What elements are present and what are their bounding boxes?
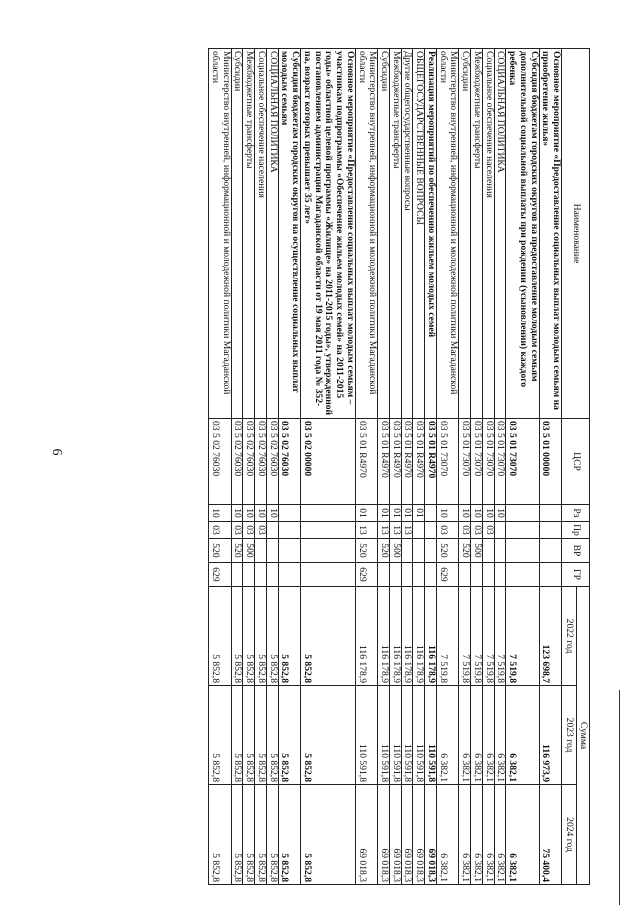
cell-pr: 03 xyxy=(243,522,255,539)
cell-gr xyxy=(231,563,243,587)
cell-pr xyxy=(413,522,425,539)
table-row xyxy=(301,49,356,885)
cell-2024: 5 852,8 xyxy=(209,785,231,885)
cell-pr: 13 xyxy=(355,522,377,539)
cell-2022: 7 519,8 xyxy=(436,587,458,686)
cell-vr xyxy=(301,539,356,563)
cell-name: Субсидия бюджетам городских округов на осуществление социальных выплат молодым семьям xyxy=(278,49,300,419)
table-row xyxy=(413,49,425,885)
cell-vr: 500 xyxy=(389,539,401,563)
cell-pr xyxy=(425,522,437,539)
cell-name: Основное мероприятие «Предоставление социальных выплат молодым семьям на приобретение жилья» xyxy=(539,49,561,419)
cell-vr xyxy=(425,539,437,563)
header-year-2022: 2022 год xyxy=(562,587,577,686)
cell-name: Другие общегосударственные вопросы xyxy=(401,49,413,419)
table-row xyxy=(278,49,300,885)
cell-pr: 03 xyxy=(209,522,231,539)
cell-csr: 03 5 02 76030 xyxy=(243,419,255,505)
rotated-table-container xyxy=(100,48,590,884)
cell-csr: 03 5 02 00000 xyxy=(301,419,356,505)
cell-2023: 110 591,8 xyxy=(355,686,377,785)
cell-2022: 5 852,8 xyxy=(301,587,356,686)
cell-csr: 03 5 01 73070 xyxy=(482,419,494,505)
cell-2023: 5 852,8 xyxy=(231,686,243,785)
cell-rz xyxy=(278,505,300,522)
cell-2024: 5 852,8 xyxy=(243,785,255,885)
cell-gr xyxy=(482,563,494,587)
page-number: 6 xyxy=(49,448,64,456)
cell-pr: 13 xyxy=(401,522,413,539)
cell-2024: 5 852,8 xyxy=(278,785,300,885)
cell-vr: 520 xyxy=(355,539,377,563)
cell-name: Межбюджетные трансферты xyxy=(389,49,401,419)
cell-2023: 110 591,8 xyxy=(425,686,437,785)
table-header-row xyxy=(577,49,590,885)
cell-rz: 10 xyxy=(266,505,278,522)
cell-csr: 03 5 02 76030 xyxy=(266,419,278,505)
cell-csr: 03 5 01 73070 xyxy=(459,419,471,505)
cell-gr xyxy=(539,563,561,587)
table-row xyxy=(231,49,243,885)
cell-pr: 03 xyxy=(471,522,483,539)
cell-2024: 5 852,8 xyxy=(266,785,278,885)
cell-gr xyxy=(506,563,539,587)
cell-rz xyxy=(539,505,561,522)
cell-2022: 5 852,8 xyxy=(209,587,231,686)
cell-csr: 03 5 02 76030 xyxy=(231,419,243,505)
table-row xyxy=(243,49,255,885)
cell-gr: 629 xyxy=(436,563,458,587)
cell-2023: 110 591,8 xyxy=(389,686,401,785)
cell-2022: 5 852,8 xyxy=(243,587,255,686)
cell-vr: 520 xyxy=(459,539,471,563)
header-rz: Рз xyxy=(562,505,590,522)
cell-vr xyxy=(506,539,539,563)
cell-pr xyxy=(506,522,539,539)
cell-rz: 10 xyxy=(459,505,471,522)
cell-pr: 03 xyxy=(436,522,458,539)
cell-rz: 01 xyxy=(401,505,413,522)
cell-csr: 03 5 01 R4970 xyxy=(355,419,377,505)
cell-gr xyxy=(378,563,390,587)
cell-name: Межбюджетные трансферты xyxy=(471,49,483,419)
cell-2023: 110 591,8 xyxy=(401,686,413,785)
cell-pr xyxy=(539,522,561,539)
cell-rz: 01 xyxy=(355,505,377,522)
cell-pr xyxy=(494,522,506,539)
cell-2024: 69 018,3 xyxy=(425,785,437,885)
cell-2023: 110 591,8 xyxy=(413,686,425,785)
cell-name: Межбюджетные трансферты xyxy=(243,49,255,419)
cell-2022: 5 852,8 xyxy=(231,587,243,686)
cell-2022: 7 519,8 xyxy=(459,587,471,686)
cell-2024: 69 018,3 xyxy=(389,785,401,885)
table-row xyxy=(425,49,437,885)
cell-gr xyxy=(301,563,356,587)
cell-csr: 03 5 02 76030 xyxy=(278,419,300,505)
cell-2024: 69 018,3 xyxy=(401,785,413,885)
table-row xyxy=(471,49,483,885)
cell-name: Субсидии xyxy=(378,49,390,419)
cell-csr: 03 5 01 R4970 xyxy=(425,419,437,505)
table-row xyxy=(389,49,401,885)
table-row xyxy=(355,49,377,885)
cell-2023: 6 382,1 xyxy=(436,686,458,785)
cell-vr xyxy=(482,539,494,563)
cell-vr xyxy=(413,539,425,563)
cell-vr xyxy=(539,539,561,563)
cell-gr: 629 xyxy=(355,563,377,587)
cell-name: Министерство внутренней, информационной и молодежной политики Магаданской области xyxy=(209,49,231,419)
cell-2024: 6 382,1 xyxy=(436,785,458,885)
cell-2023: 5 852,8 xyxy=(278,686,300,785)
header-vr: ВР xyxy=(562,539,590,563)
cell-2023: 6 382,1 xyxy=(482,686,494,785)
cell-2023: 6 382,1 xyxy=(506,686,539,785)
cell-2022: 123 698,7 xyxy=(539,587,561,686)
cell-csr: 03 5 01 R4970 xyxy=(389,419,401,505)
cell-2023: 116 973,9 xyxy=(539,686,561,785)
cell-gr xyxy=(413,563,425,587)
table-row xyxy=(539,49,561,885)
cell-2022: 5 852,8 xyxy=(266,587,278,686)
cell-2022: 7 519,8 xyxy=(494,587,506,686)
cell-2024: 5 852,8 xyxy=(301,785,356,885)
cell-gr xyxy=(255,563,267,587)
cell-pr: 03 xyxy=(255,522,267,539)
cell-2022: 5 852,8 xyxy=(255,587,267,686)
header-year-2024: 2024 год xyxy=(562,785,577,885)
cell-vr: 520 xyxy=(378,539,390,563)
cell-rz: 01 xyxy=(389,505,401,522)
budget-table xyxy=(208,48,590,885)
cell-gr xyxy=(243,563,255,587)
cell-name: Реализация мероприятий по обеспечению жильем молодых семей xyxy=(425,49,437,419)
cell-csr: 03 5 01 73070 xyxy=(436,419,458,505)
cell-rz: 10 xyxy=(436,505,458,522)
cell-2023: 5 852,8 xyxy=(243,686,255,785)
cell-gr xyxy=(389,563,401,587)
cell-vr: 520 xyxy=(231,539,243,563)
cell-name: Министерство внутренней, информационной и молодежной политики Магаданской области xyxy=(436,49,458,419)
table-body xyxy=(209,49,562,885)
cell-2022: 7 519,8 xyxy=(482,587,494,686)
cell-csr: 03 5 01 R4970 xyxy=(413,419,425,505)
cell-pr xyxy=(278,522,300,539)
cell-2022: 7 519,8 xyxy=(506,587,539,686)
cell-rz: 10 xyxy=(471,505,483,522)
margin-rule xyxy=(619,690,620,905)
cell-2023: 6 382,1 xyxy=(494,686,506,785)
cell-rz xyxy=(425,505,437,522)
cell-gr xyxy=(459,563,471,587)
cell-vr xyxy=(278,539,300,563)
cell-csr: 03 5 01 R4970 xyxy=(378,419,390,505)
cell-2023: 6 382,1 xyxy=(471,686,483,785)
cell-gr: 629 xyxy=(209,563,231,587)
cell-2024: 6 382,1 xyxy=(494,785,506,885)
cell-2024: 6 382,1 xyxy=(506,785,539,885)
cell-pr: 13 xyxy=(389,522,401,539)
header-gr: ГР xyxy=(562,563,590,587)
cell-2022: 116 178,9 xyxy=(389,587,401,686)
table-row xyxy=(494,49,506,885)
cell-vr xyxy=(401,539,413,563)
cell-2024: 69 018,3 xyxy=(378,785,390,885)
cell-2024: 5 852,8 xyxy=(255,785,267,885)
cell-vr xyxy=(255,539,267,563)
cell-2023: 6 382,1 xyxy=(459,686,471,785)
cell-rz: 10 xyxy=(209,505,231,522)
cell-pr: 03 xyxy=(459,522,471,539)
cell-name: Социальное обеспечение населения xyxy=(255,49,267,419)
cell-rz xyxy=(506,505,539,522)
table-row xyxy=(401,49,413,885)
cell-gr xyxy=(494,563,506,587)
cell-2024: 5 852,8 xyxy=(231,785,243,885)
cell-rz: 10 xyxy=(482,505,494,522)
cell-rz: 10 xyxy=(494,505,506,522)
cell-rz: 01 xyxy=(413,505,425,522)
table-row xyxy=(436,49,458,885)
cell-csr: 03 5 02 76030 xyxy=(255,419,267,505)
table-row xyxy=(378,49,390,885)
header-year-2023: 2023 год xyxy=(562,686,577,785)
cell-name: Основное мероприятие «Предоставление социальных выплат молодым семьям – участникам подпрограммы «Обеспечение жильем молодых семей» на 2011-2015 годы» областной целевой программы «Жилище» на 2011-2015 годы», утвержденной постановлением администрации Магаданской области от 19 мая 2011 года № 352-па, возраст которых превышает 35 лет» xyxy=(301,49,356,419)
cell-vr: 500 xyxy=(243,539,255,563)
cell-csr: 03 5 01 R4970 xyxy=(401,419,413,505)
cell-vr: 500 xyxy=(471,539,483,563)
cell-2023: 5 852,8 xyxy=(266,686,278,785)
cell-2022: 116 178,9 xyxy=(413,587,425,686)
cell-gr xyxy=(266,563,278,587)
cell-2022: 7 519,8 xyxy=(471,587,483,686)
header-name: Наименование xyxy=(562,49,590,419)
cell-2023: 5 852,8 xyxy=(209,686,231,785)
table-row xyxy=(255,49,267,885)
cell-2024: 69 018,3 xyxy=(355,785,377,885)
cell-name: Субсидии xyxy=(459,49,471,419)
table-row xyxy=(482,49,494,885)
cell-name: Субсидии xyxy=(231,49,243,419)
cell-name: Социальное обеспечение населения xyxy=(482,49,494,419)
cell-csr: 03 5 01 73070 xyxy=(494,419,506,505)
header-csr: ЦСР xyxy=(562,419,590,505)
cell-csr: 03 5 02 76030 xyxy=(209,419,231,505)
cell-rz: 10 xyxy=(231,505,243,522)
cell-gr xyxy=(471,563,483,587)
cell-pr: 03 xyxy=(231,522,243,539)
cell-2024: 75 400,4 xyxy=(539,785,561,885)
cell-vr xyxy=(494,539,506,563)
cell-vr xyxy=(266,539,278,563)
cell-name: СОЦИАЛЬНАЯ ПОЛИТИКА xyxy=(494,49,506,419)
cell-rz: 01 xyxy=(378,505,390,522)
cell-vr: 520 xyxy=(209,539,231,563)
cell-pr: 03 xyxy=(482,522,494,539)
cell-pr xyxy=(301,522,356,539)
cell-name: СОЦИАЛЬНАЯ ПОЛИТИКА xyxy=(266,49,278,419)
table-row xyxy=(209,49,231,885)
cell-rz: 10 xyxy=(243,505,255,522)
cell-2024: 6 382,1 xyxy=(482,785,494,885)
cell-2022: 116 178,9 xyxy=(425,587,437,686)
cell-pr: 13 xyxy=(378,522,390,539)
cell-2024: 69 018,3 xyxy=(413,785,425,885)
cell-pr xyxy=(266,522,278,539)
cell-2024: 6 382,1 xyxy=(459,785,471,885)
cell-vr: 520 xyxy=(436,539,458,563)
cell-2022: 116 178,9 xyxy=(378,587,390,686)
cell-csr: 03 5 01 73070 xyxy=(471,419,483,505)
table-row xyxy=(266,49,278,885)
cell-gr xyxy=(278,563,300,587)
cell-2023: 110 591,8 xyxy=(378,686,390,785)
table-row xyxy=(459,49,471,885)
header-sum: Сумма xyxy=(577,587,590,885)
cell-2022: 116 178,9 xyxy=(401,587,413,686)
cell-2024: 6 382,1 xyxy=(471,785,483,885)
cell-name: Субсидия бюджетам городских округов на предоставление молодым семьям дополнительной социальной выплаты при рождении (усыновлении) каждого ребенка xyxy=(506,49,539,419)
cell-csr: 03 5 01 73070 xyxy=(506,419,539,505)
table-row xyxy=(506,49,539,885)
cell-rz xyxy=(301,505,356,522)
cell-2023: 5 852,8 xyxy=(255,686,267,785)
cell-2023: 5 852,8 xyxy=(301,686,356,785)
cell-gr xyxy=(425,563,437,587)
cell-2022: 116 178,9 xyxy=(355,587,377,686)
header-pr: Пр xyxy=(562,522,590,539)
cell-2022: 5 852,8 xyxy=(278,587,300,686)
cell-name: ОБЩЕГОСУДАРСТВЕННЫЕ ВОПРОСЫ xyxy=(413,49,425,419)
cell-name: Министерство внутренней, информационной и молодежной политики Магаданской области xyxy=(355,49,377,419)
cell-rz: 10 xyxy=(255,505,267,522)
cell-gr xyxy=(401,563,413,587)
cell-csr: 03 5 01 00000 xyxy=(539,419,561,505)
